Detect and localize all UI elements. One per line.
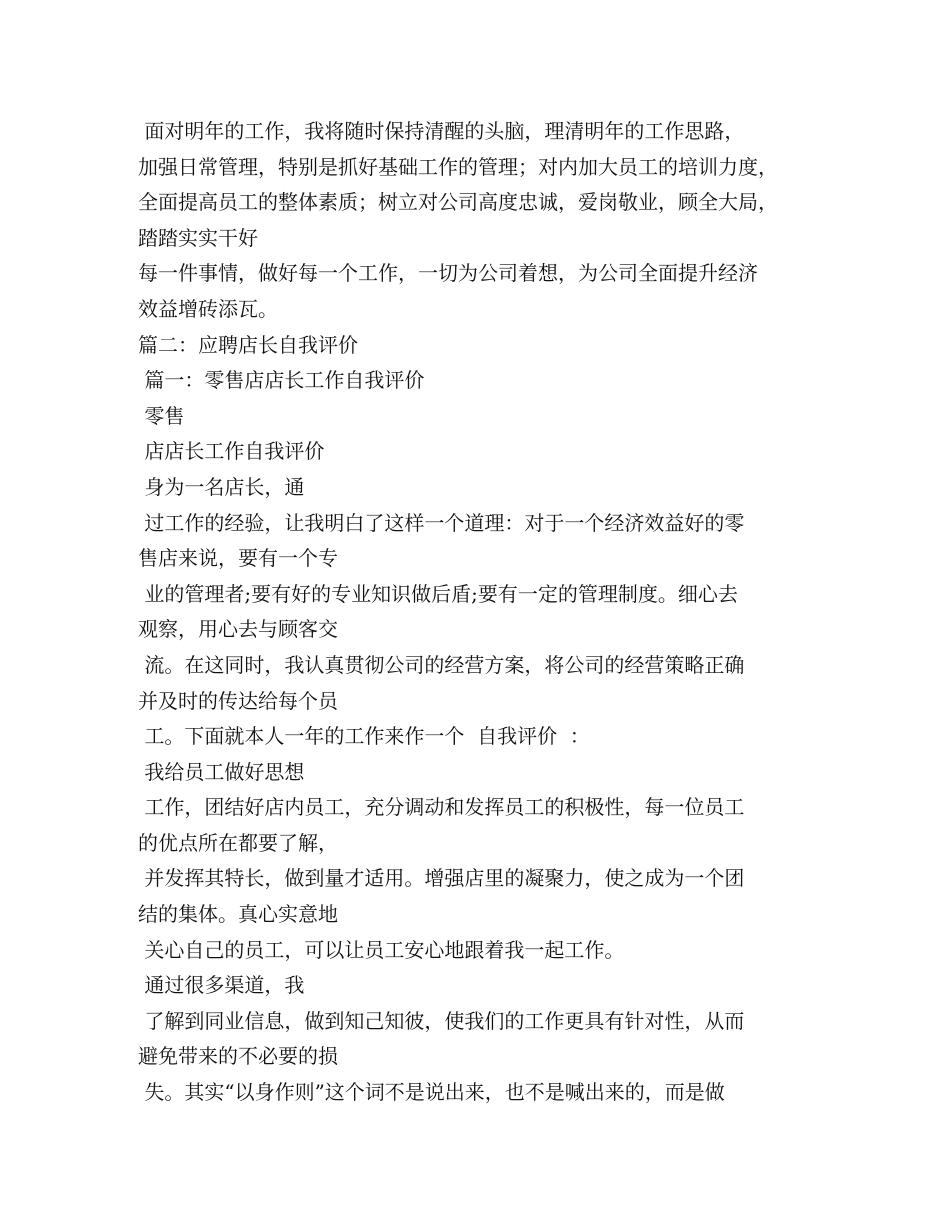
text-line: 失。其实“以身作则”这个词不是说出来，也不是喊出来的，而是做: [138, 1080, 725, 1105]
text-line: 并发挥其特长，做到量才适用。增强店里的凝聚力，使之成为一个团: [138, 866, 745, 891]
text-line: 并及时的传达给每个员: [138, 688, 338, 713]
text-line: 工。下面就本人一年的工作来作一个 自我评价 ：: [138, 724, 590, 749]
text-line: 我给员工做好思想: [138, 759, 305, 784]
text-line: 了解到同业信息，做到知己知彼，使我们的工作更具有针对性，从而: [138, 1008, 745, 1033]
text-line: 通过很多渠道，我: [138, 973, 305, 998]
text-line: 全面提高员工的整体素质；树立对公司高度忠诚，爱岗敬业，顾全大局，: [138, 190, 778, 215]
document-body: [138, 114, 838, 1111]
text-line: 零售: [138, 403, 185, 428]
text-line: 售店来说，要有一个专: [138, 546, 338, 571]
text-line: 结的集体。真心实意地: [138, 902, 338, 927]
text-line: 观察，用心去与顾客交: [138, 617, 338, 642]
text-line: 效益增砖添瓦。: [138, 296, 278, 321]
text-line: 踏踏实实干好: [138, 225, 258, 250]
text-line: 关心自己的员工，可以让员工安心地跟着我一起工作。: [138, 937, 625, 962]
text-line: 工作，团结好店内员工，充分调动和发挥员工的积极性，每一位员工: [138, 795, 745, 820]
text-line: 加强日常管理，特别是抓好基础工作的管理；对内加大员工的培训力度，: [138, 154, 778, 179]
text-line: 流。在这同时，我认真贯彻公司的经营方案，将公司的经营策略正确: [138, 652, 745, 677]
text-line: 身为一名店长，通: [138, 474, 305, 499]
section-heading: 篇二：应聘店长自我评价: [138, 332, 358, 357]
text-line: 过工作的经验，让我明白了这样一个道理：对于一个经济效益好的零: [138, 510, 745, 535]
text-line: 面对明年的工作，我将随时保持清醒的头脑，理清明年的工作思路，: [138, 119, 745, 143]
text-line: 避免带来的不必要的损: [138, 1044, 338, 1069]
text-line: 业的管理者;要有好的专业知识做后盾;要有一定的管理制度。细心去: [138, 581, 738, 606]
text-line: 店店长工作自我评价: [138, 439, 325, 464]
text-line: 的优点所在都要了解，: [138, 830, 338, 855]
text-line: 每一件事情，做好每一个工作，一切为公司着想，为公司全面提升经济: [138, 261, 758, 286]
sub-heading: 篇一：零售店店长工作自我评价: [138, 368, 425, 393]
